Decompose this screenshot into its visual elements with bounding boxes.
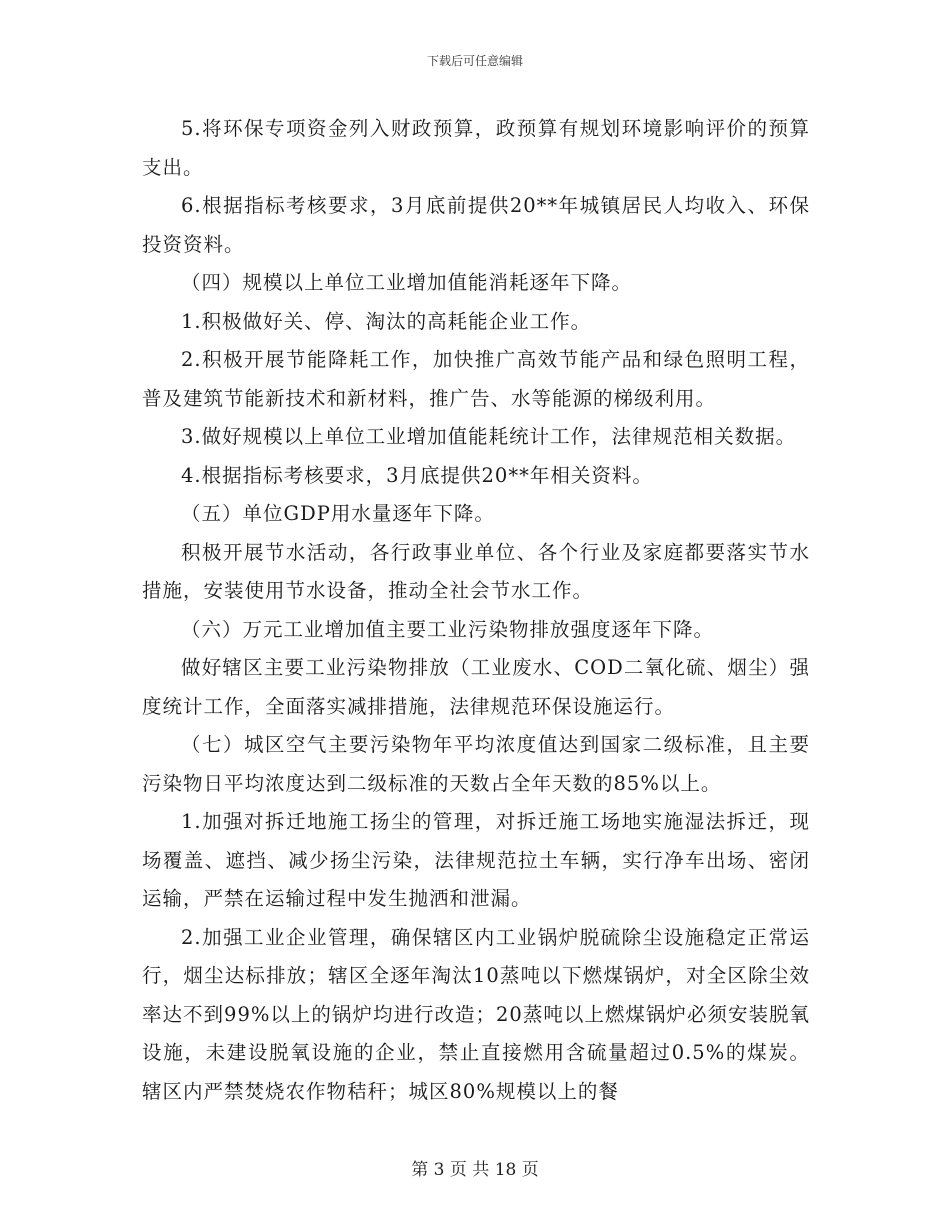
section-heading: （七）城区空气主要污染物年平均浓度值达到国家二级标准，且主要污染物日平均浓度达到二级标准的天数占全年天数的85%以上。 xyxy=(142,733,810,795)
document-body xyxy=(142,110,810,1111)
paragraph: 1.加强对拆迁地施工扬尘的管理，对拆迁施工场地实施湿法拆迁，现场覆盖、遮挡、减少扬尘污染，法律规范拉土车辆，实行净车出场、密闭运输，严禁在运输过程中发生抛洒和泄漏。 xyxy=(142,810,810,910)
paragraph: 做好辖区主要工业污染物排放（工业废水、COD二氧化硫、烟尘）强度统计工作，全面落实减排措施，法律规范环保设施运行。 xyxy=(142,656,810,718)
section-heading: （四）规模以上单位工业增加值能消耗逐年下降。 xyxy=(181,271,633,294)
paragraph: 积极开展节水活动，各行政事业单位、各个行业及家庭都要落实节水措施，安装使用节水设备，推动全社会节水工作。 xyxy=(142,540,810,602)
paragraph: 2.加强工业企业管理，确保辖区内工业锅炉脱硫除尘设施稳定正常运行，烟尘达标排放；辖区全逐年淘汰10蒸吨以下燃煤锅炉，对全区除尘效率达不到99%以上的锅炉均进行改造；20蒸吨以上燃煤锅炉必须安装脱氧设施，未建设脱氧设施的企业，禁止直接燃用含硫量超过0.5%的煤炭。辖区内严禁焚烧农作物秸秆；城区80%规模以上的餐 xyxy=(142,925,810,1103)
paragraph: 1.积极做好关、停、淘汰的高耗能企业工作。 xyxy=(181,309,592,333)
section-heading: （五）单位GDP用水量逐年下降。 xyxy=(181,502,495,525)
paragraph: 5.将环保专项资金列入财政预算，政预算有规划环境影响评价的预算支出。 xyxy=(142,117,810,179)
page-footer: 第 3 页 共 18 页 xyxy=(411,1160,539,1180)
paragraph: 6.根据指标考核要求，3月底前提供20**年城镇居民人均收入、环保投资资料。 xyxy=(142,194,810,256)
page-header: 下载后可任意编辑 xyxy=(426,54,523,68)
paragraph: 2.积极开展节能降耗工作，加快推广高效节能产品和绿色照明工程，普及建筑节能新技术和新材料，推广告、水等能源的梯级利用。 xyxy=(142,348,810,410)
paragraph: 3.做好规模以上单位工业增加值能耗统计工作，法律规范相关数据。 xyxy=(181,425,797,448)
paragraph: 4.根据指标考核要求，3月底提供20**年相关资料。 xyxy=(181,463,653,487)
section-heading: （六）万元工业增加值主要工业污染物排放强度逐年下降。 xyxy=(181,617,715,641)
